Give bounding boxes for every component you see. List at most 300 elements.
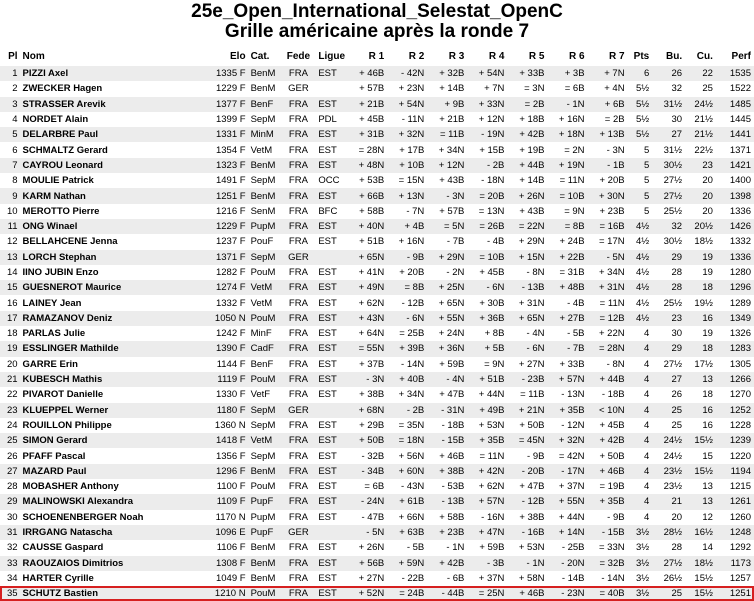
cell-league: PDL (316, 112, 347, 127)
cell-performance: 1426 (716, 219, 754, 234)
cell-league: EST (316, 326, 347, 341)
cell-points: 4½ (628, 234, 653, 249)
cell-round-4: + 44N (467, 387, 507, 402)
cell-cumulative: 20 (685, 188, 716, 203)
cell-round-7: + 42B (588, 433, 628, 448)
cell-round-3: + 65N (427, 295, 467, 310)
cell-round-6: = 11N (547, 173, 587, 188)
cell-league: EST (316, 433, 347, 448)
cell-round-6: - 17N (547, 464, 587, 479)
cell-federation: FRA (283, 540, 316, 555)
table-row (0, 372, 754, 387)
cell-buchholz: 27 (652, 372, 685, 387)
cell-round-5: - 12B (507, 494, 547, 509)
cell-round-2: - 7N (387, 204, 427, 219)
cell-performance: 1289 (716, 295, 754, 310)
cell-round-5: - 20B (507, 464, 547, 479)
cell-points: 3½ (628, 525, 653, 540)
cell-round-4: = 26B (467, 219, 507, 234)
cell-performance: 1336 (716, 250, 754, 265)
cell-category: SenM (249, 204, 284, 219)
column-header-round-4: R 4 (488, 50, 505, 62)
cell-round-5: + 14B (507, 173, 547, 188)
cell-round-1: + 38B (347, 387, 387, 402)
cell-round-5: = 22N (507, 219, 547, 234)
cell-points: 4½ (628, 250, 653, 265)
cell-round-5: + 43B (507, 204, 547, 219)
cell-league: EST (316, 295, 347, 310)
cell-round-6: - 23N (547, 586, 587, 601)
cell-cumulative: 23 (685, 158, 716, 173)
table-row (0, 66, 754, 81)
cell-points: 3½ (628, 571, 653, 586)
cell-cumulative: 22½ (685, 142, 716, 157)
cell-round-2: = 18N (387, 433, 427, 448)
cell-elo: 1106 F (212, 540, 249, 555)
cell-category: BenM (249, 158, 284, 173)
cell-rank: 22 (0, 387, 21, 402)
cell-performance: 1332 (716, 234, 754, 249)
cell-round-1: + 46B (347, 66, 387, 81)
cell-performance: 1260 (716, 510, 754, 525)
cell-buchholz: 26 (652, 387, 685, 402)
cell-round-1: - 47B (347, 510, 387, 525)
cell-round-6: + 32N (547, 433, 587, 448)
cell-name: CAYROU Leonard (21, 158, 212, 173)
cell-federation: FRA (283, 556, 316, 571)
cell-round-7: + 44B (588, 372, 628, 387)
cell-elo: 1282 F (212, 265, 249, 280)
cell-round-7: - 5N (588, 250, 628, 265)
cell-round-7: + 23B (588, 204, 628, 219)
cell-round-2: + 61B (387, 494, 427, 509)
cell-round-3: + 34N (427, 142, 467, 157)
cell-rank: 10 (0, 204, 21, 219)
cell-federation: FRA (283, 265, 316, 280)
cell-round-2: + 23N (387, 81, 427, 96)
cell-buchholz: 28 (652, 540, 685, 555)
cell-round-1: = 55N (347, 341, 387, 356)
cell-rank: 13 (0, 250, 21, 265)
cell-elo: 1356 F (212, 448, 249, 463)
cell-round-7: - 9B (588, 510, 628, 525)
cell-category: BenM (249, 540, 284, 555)
cell-league: EST (316, 265, 347, 280)
cell-round-3: + 58B (427, 510, 467, 525)
cell-performance: 1194 (716, 464, 754, 479)
cell-round-6: + 3B (547, 66, 587, 81)
cell-rank: 6 (0, 142, 21, 157)
cell-points: 4 (628, 372, 653, 387)
cell-round-6: = 31B (547, 265, 587, 280)
cell-cumulative: 15 (685, 448, 716, 463)
table-row (0, 81, 754, 96)
cell-round-2: = 24B (387, 586, 427, 601)
cell-buchholz: 23 (652, 311, 685, 326)
cell-cumulative: 19 (685, 326, 716, 341)
cell-performance: 1248 (716, 525, 754, 540)
cell-points: 3½ (628, 556, 653, 571)
cell-round-1: + 58B (347, 204, 387, 219)
cell-category: PouM (249, 265, 284, 280)
cell-round-5: + 19B (507, 142, 547, 157)
cell-round-7: - 1B (588, 158, 628, 173)
cell-federation: GER (283, 525, 316, 540)
cell-points: 4 (628, 326, 653, 341)
table-row (0, 311, 754, 326)
cell-cumulative: 13 (685, 494, 716, 509)
cell-round-5: + 31N (507, 295, 547, 310)
cell-cumulative: 15½ (685, 433, 716, 448)
cell-round-2: + 32N (387, 127, 427, 142)
cell-round-7: + 31N (588, 280, 628, 295)
cell-round-3: + 38B (427, 464, 467, 479)
cell-round-1: + 53B (347, 173, 387, 188)
cell-round-3: + 59B (427, 357, 467, 372)
table-row (0, 188, 754, 203)
cell-category: PupF (249, 494, 284, 509)
cell-elo: 1144 F (212, 357, 249, 372)
cell-cumulative: 16½ (685, 525, 716, 540)
table-row (0, 403, 754, 418)
cell-round-7: + 45B (588, 418, 628, 433)
cell-league: EST (316, 418, 347, 433)
cell-cumulative: 12 (685, 510, 716, 525)
cell-round-2: + 34N (387, 387, 427, 402)
cell-round-3: + 57B (427, 204, 467, 219)
cell-buchholz: 30½ (652, 158, 685, 173)
cell-round-6: = 2N (547, 142, 587, 157)
cell-round-2: + 40B (387, 372, 427, 387)
cell-round-5: - 4N (507, 326, 547, 341)
cell-name: STRASSER Arevik (21, 97, 212, 112)
cell-league: EST (316, 586, 347, 601)
table-row (0, 571, 754, 586)
cell-round-5: = 45N (507, 433, 547, 448)
cell-round-5: + 44B (507, 158, 547, 173)
cell-name: RAMAZANOV Deniz (21, 311, 212, 326)
cell-cumulative: 19 (685, 250, 716, 265)
column-header-name: Nom (22, 50, 45, 62)
cell-name: MAZARD Paul (21, 464, 212, 479)
table-body (0, 66, 754, 601)
cell-performance: 1421 (716, 158, 754, 173)
cell-federation: FRA (283, 341, 316, 356)
cell-league: EST (316, 234, 347, 249)
cell-round-5: - 8N (507, 265, 547, 280)
cell-round-4: + 12N (467, 112, 507, 127)
cell-round-7: + 35B (588, 494, 628, 509)
cell-round-4: = 9N (467, 357, 507, 372)
cell-round-5: = 11B (507, 387, 547, 402)
header (0, 0, 754, 42)
cell-points: 4 (628, 510, 653, 525)
cell-elo: 1180 F (212, 403, 249, 418)
cell-name: ROUILLON Philippe (21, 418, 212, 433)
cell-round-1: + 49N (347, 280, 387, 295)
cell-round-3: + 21B (427, 112, 467, 127)
cell-name: KLUEPPEL Werner (21, 403, 212, 418)
cell-round-7: - 18B (588, 387, 628, 402)
cell-league: EST (316, 464, 347, 479)
cell-buchholz: 25 (652, 586, 685, 601)
cell-round-3: - 18B (427, 418, 467, 433)
cell-points: 4 (628, 341, 653, 356)
cell-round-2: - 9B (387, 250, 427, 265)
cell-name: LORCH Stephan (21, 250, 212, 265)
table-row (0, 433, 754, 448)
cell-league: EST (316, 387, 347, 402)
cell-round-6: + 19N (547, 158, 587, 173)
cell-cumulative: 13 (685, 372, 716, 387)
cell-round-4: + 37N (467, 571, 507, 586)
cell-elo: 1229 F (212, 81, 249, 96)
cell-rank: 12 (0, 234, 21, 249)
cell-round-1: + 65N (347, 250, 387, 265)
cell-round-5: + 26N (507, 188, 547, 203)
cell-performance: 1251 (716, 586, 754, 601)
table-row (0, 158, 754, 173)
cell-round-7: = 32B (588, 556, 628, 571)
cell-rank: 29 (0, 494, 21, 509)
cell-name: GUESNEROT Maurice (21, 280, 212, 295)
cell-round-7: - 15B (588, 525, 628, 540)
cell-cumulative: 21½ (685, 112, 716, 127)
cell-name: LAINEY Jean (21, 295, 212, 310)
cell-round-5: + 53N (507, 540, 547, 555)
cell-federation: FRA (283, 158, 316, 173)
cell-round-5: + 42B (507, 127, 547, 142)
cell-round-1: + 51B (347, 234, 387, 249)
cell-buchholz: 29 (652, 341, 685, 356)
cell-round-5: + 47B (507, 479, 547, 494)
cell-cumulative: 18 (685, 280, 716, 295)
cell-round-7: = 12B (588, 311, 628, 326)
cell-round-5: + 50B (507, 418, 547, 433)
cell-round-2: = 8B (387, 280, 427, 295)
column-header-round-7: R 7 (609, 50, 625, 62)
cell-round-6: - 14B (547, 571, 587, 586)
cell-round-2: - 14N (387, 357, 427, 372)
cell-points: 4½ (628, 311, 653, 326)
cell-rank: 30 (0, 510, 21, 525)
cell-round-2: + 59N (387, 556, 427, 571)
cell-elo: 1390 F (212, 341, 249, 356)
cell-league: EST (316, 188, 347, 203)
table-row (0, 525, 754, 540)
cell-name: PFAFF Pascal (21, 448, 212, 463)
cell-round-2: + 66N (387, 510, 427, 525)
cell-buchholz: 28½ (652, 525, 685, 540)
cell-round-1: + 27N (347, 571, 387, 586)
cell-points: 4 (628, 464, 653, 479)
cell-federation: FRA (283, 127, 316, 142)
cell-round-2: + 16N (387, 234, 427, 249)
cell-league: EST (316, 127, 347, 142)
cell-name: KARM Nathan (21, 188, 212, 203)
cell-performance: 1215 (716, 479, 754, 494)
cell-round-1: + 56B (347, 556, 387, 571)
cell-federation: FRA (283, 188, 316, 203)
cell-cumulative: 15½ (685, 464, 716, 479)
cell-buchholz: 25½ (652, 295, 685, 310)
cell-round-3: - 44B (427, 586, 467, 601)
cell-round-4: + 7N (467, 81, 507, 96)
cell-rank: 20 (0, 357, 21, 372)
cell-points: 4½ (628, 280, 653, 295)
cell-federation: FRA (283, 173, 316, 188)
cell-points: 5 (628, 158, 653, 173)
cell-name: CAUSSE Gaspard (21, 540, 212, 555)
cell-elo: 1251 F (212, 188, 249, 203)
table-row (0, 586, 754, 601)
cell-buchholz: 23½ (652, 464, 685, 479)
cell-elo: 1491 F (212, 173, 249, 188)
cell-category: PouM (249, 311, 284, 326)
cell-federation: GER (283, 81, 316, 96)
cell-round-4: = 20B (467, 188, 507, 203)
cell-buchholz: 25 (652, 403, 685, 418)
cell-round-1: - 24N (347, 494, 387, 509)
column-header-round-1: R 1 (368, 50, 385, 62)
cell-league: EST (316, 158, 347, 173)
cell-round-7: < 10N (588, 403, 628, 418)
cell-buchholz: 27½ (652, 173, 685, 188)
cell-rank: 33 (0, 556, 21, 571)
cell-performance: 1445 (716, 112, 754, 127)
cell-rank: 3 (0, 97, 21, 112)
cell-round-3: + 23B (427, 525, 467, 540)
cell-category: BenM (249, 556, 284, 571)
cell-federation: FRA (283, 510, 316, 525)
cell-round-2: + 54N (387, 97, 427, 112)
cell-federation: FRA (283, 280, 316, 295)
cell-round-3: + 25N (427, 280, 467, 295)
cell-points: 6 (628, 66, 653, 81)
cell-category: VetM (249, 280, 284, 295)
cell-name: IINO JUBIN Enzo (21, 265, 212, 280)
cell-round-5: + 65N (507, 311, 547, 326)
cell-points: 4 (628, 418, 653, 433)
cell-category: SepM (249, 250, 284, 265)
table-row (0, 127, 754, 142)
cell-round-7: = 19B (588, 479, 628, 494)
cell-round-5: + 29N (507, 234, 547, 249)
cell-buchholz: 23½ (652, 479, 685, 494)
cell-cumulative: 21½ (685, 127, 716, 142)
cell-points: 4 (628, 479, 653, 494)
cell-federation: FRA (283, 479, 316, 494)
cell-name: HARTER Cyrille (21, 571, 212, 586)
cell-round-6: - 20N (547, 556, 587, 571)
cell-round-7: + 46B (588, 464, 628, 479)
cell-name: PIZZI Axel (21, 66, 212, 81)
cell-round-2: - 11N (387, 112, 427, 127)
cell-round-1: + 29B (347, 418, 387, 433)
cell-category: PupM (249, 510, 284, 525)
cell-buchholz: 24½ (652, 448, 685, 463)
cell-points: 5 (628, 204, 653, 219)
cell-rank: 27 (0, 464, 21, 479)
cell-elo: 1418 F (212, 433, 249, 448)
cell-round-2: = 35N (387, 418, 427, 433)
cell-rank: 24 (0, 418, 21, 433)
table-row (0, 341, 754, 356)
cell-cumulative: 18 (685, 387, 716, 402)
cell-round-2: + 4B (387, 219, 427, 234)
cell-round-4: + 59B (467, 540, 507, 555)
cell-league (316, 250, 347, 265)
table-row (0, 418, 754, 433)
cell-buchholz: 25½ (652, 204, 685, 219)
cell-round-7: = 2B (588, 112, 628, 127)
cell-round-6: + 22B (547, 250, 587, 265)
column-header-round-3: R 3 (448, 50, 465, 62)
cell-buchholz: 27½ (652, 556, 685, 571)
cell-round-7: - 8N (588, 357, 628, 372)
column-header-round-5: R 5 (528, 50, 545, 62)
cell-name: MALINOWSKI Alexandra (21, 494, 212, 509)
cell-round-7: + 30N (588, 188, 628, 203)
cell-round-5: + 33B (507, 66, 547, 81)
cell-round-2: - 5B (387, 540, 427, 555)
cell-points: 5 (628, 173, 653, 188)
cell-elo: 1242 F (212, 326, 249, 341)
cell-league (316, 81, 347, 96)
cell-elo: 1371 F (212, 250, 249, 265)
tournament-title: 25e_Open_International_Selestat_OpenC (191, 1, 563, 22)
table-row (0, 556, 754, 571)
cell-category: BenM (249, 571, 284, 586)
table-row (0, 479, 754, 494)
cell-category: VetM (249, 142, 284, 157)
cell-cumulative: 14 (685, 540, 716, 555)
cell-elo: 1354 F (212, 142, 249, 157)
cell-name: MOBASHER Anthony (21, 479, 212, 494)
cell-category: VetM (249, 295, 284, 310)
cell-buchholz: 26½ (652, 571, 685, 586)
cell-round-1: = 28N (347, 142, 387, 157)
cell-league: OCC (316, 173, 347, 188)
cell-category: SepM (249, 448, 284, 463)
cell-round-5: - 13B (507, 280, 547, 295)
cell-rank: 19 (0, 341, 21, 356)
cell-round-7: + 6B (588, 97, 628, 112)
cell-federation: FRA (283, 464, 316, 479)
cell-round-5: - 6N (507, 341, 547, 356)
table-row (0, 494, 754, 509)
column-header-round-2: R 2 (408, 50, 425, 62)
table-row (0, 357, 754, 372)
cell-buchholz: 32 (652, 219, 685, 234)
cell-name: SCHOENENBERGER Noah (21, 510, 212, 525)
cell-category: PupM (249, 219, 284, 234)
cell-category: CadF (249, 341, 284, 356)
cell-cumulative: 19 (685, 265, 716, 280)
cell-round-5: - 23B (507, 372, 547, 387)
column-header-rank: Pl (8, 50, 18, 62)
table-row (0, 295, 754, 310)
cell-round-3: + 42B (427, 556, 467, 571)
cell-cumulative: 25 (685, 81, 716, 96)
cell-rank: 23 (0, 403, 21, 418)
cell-rank: 8 (0, 173, 21, 188)
table-row (0, 448, 754, 463)
cell-cumulative: 18½ (685, 556, 716, 571)
cell-round-4: + 51B (467, 372, 507, 387)
table-header-row (0, 46, 754, 66)
cell-round-4: - 16N (467, 510, 507, 525)
